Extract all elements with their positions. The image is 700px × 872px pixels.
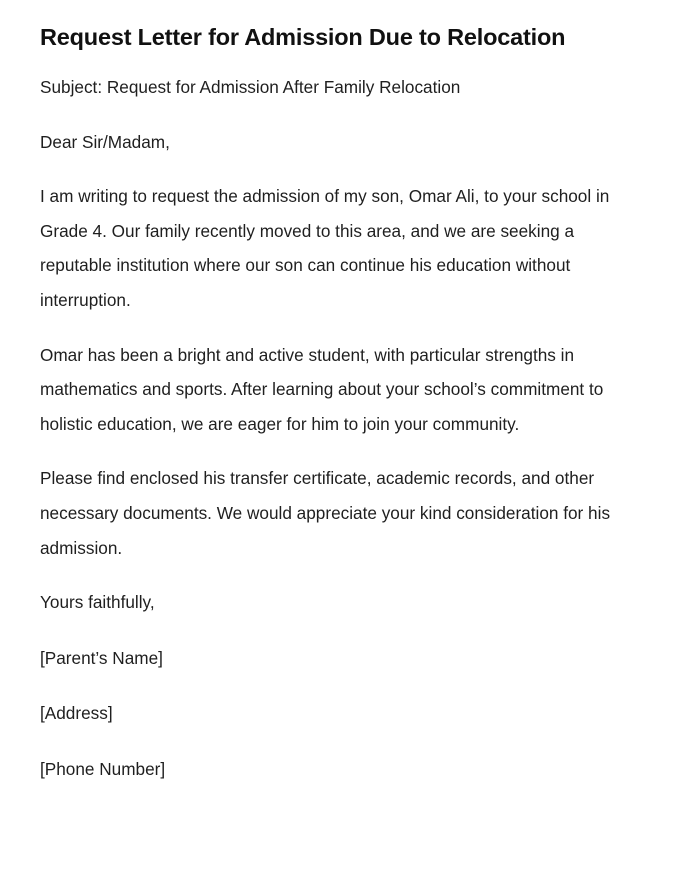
body-paragraph-3: Please find enclosed his transfer certificate, academic records, and other necessary documents. We would appreciate your kind consideration for his admission.: [40, 468, 611, 558]
closing-salutation: Yours faithfully,: [40, 592, 155, 613]
body-paragraph-1: I am writing to request the admission of my son, Omar Ali, to your school in Grade 4. Our family recently moved to this area, and we are seeking a reputable institution where our son can continue his education without interruption.: [40, 186, 610, 310]
signature-parent-name: [Parent’s Name]: [40, 647, 163, 668]
signature-address: [Address]: [40, 703, 113, 724]
subject-line: Subject: Request for Admission After Family Relocation: [40, 77, 461, 97]
page-title: Request Letter for Admission Due to Relocation: [40, 24, 566, 50]
salutation: Dear Sir/Madam,: [40, 131, 170, 152]
body-paragraph-2: Omar has been a bright and active student, with particular strengths in mathematics and sports. After learning about your school’s commitment to holistic education, we are eager for him to join your community.: [40, 344, 604, 434]
signature-phone-number: [Phone Number]: [40, 758, 166, 779]
letter-body: [40, 22, 648, 808]
